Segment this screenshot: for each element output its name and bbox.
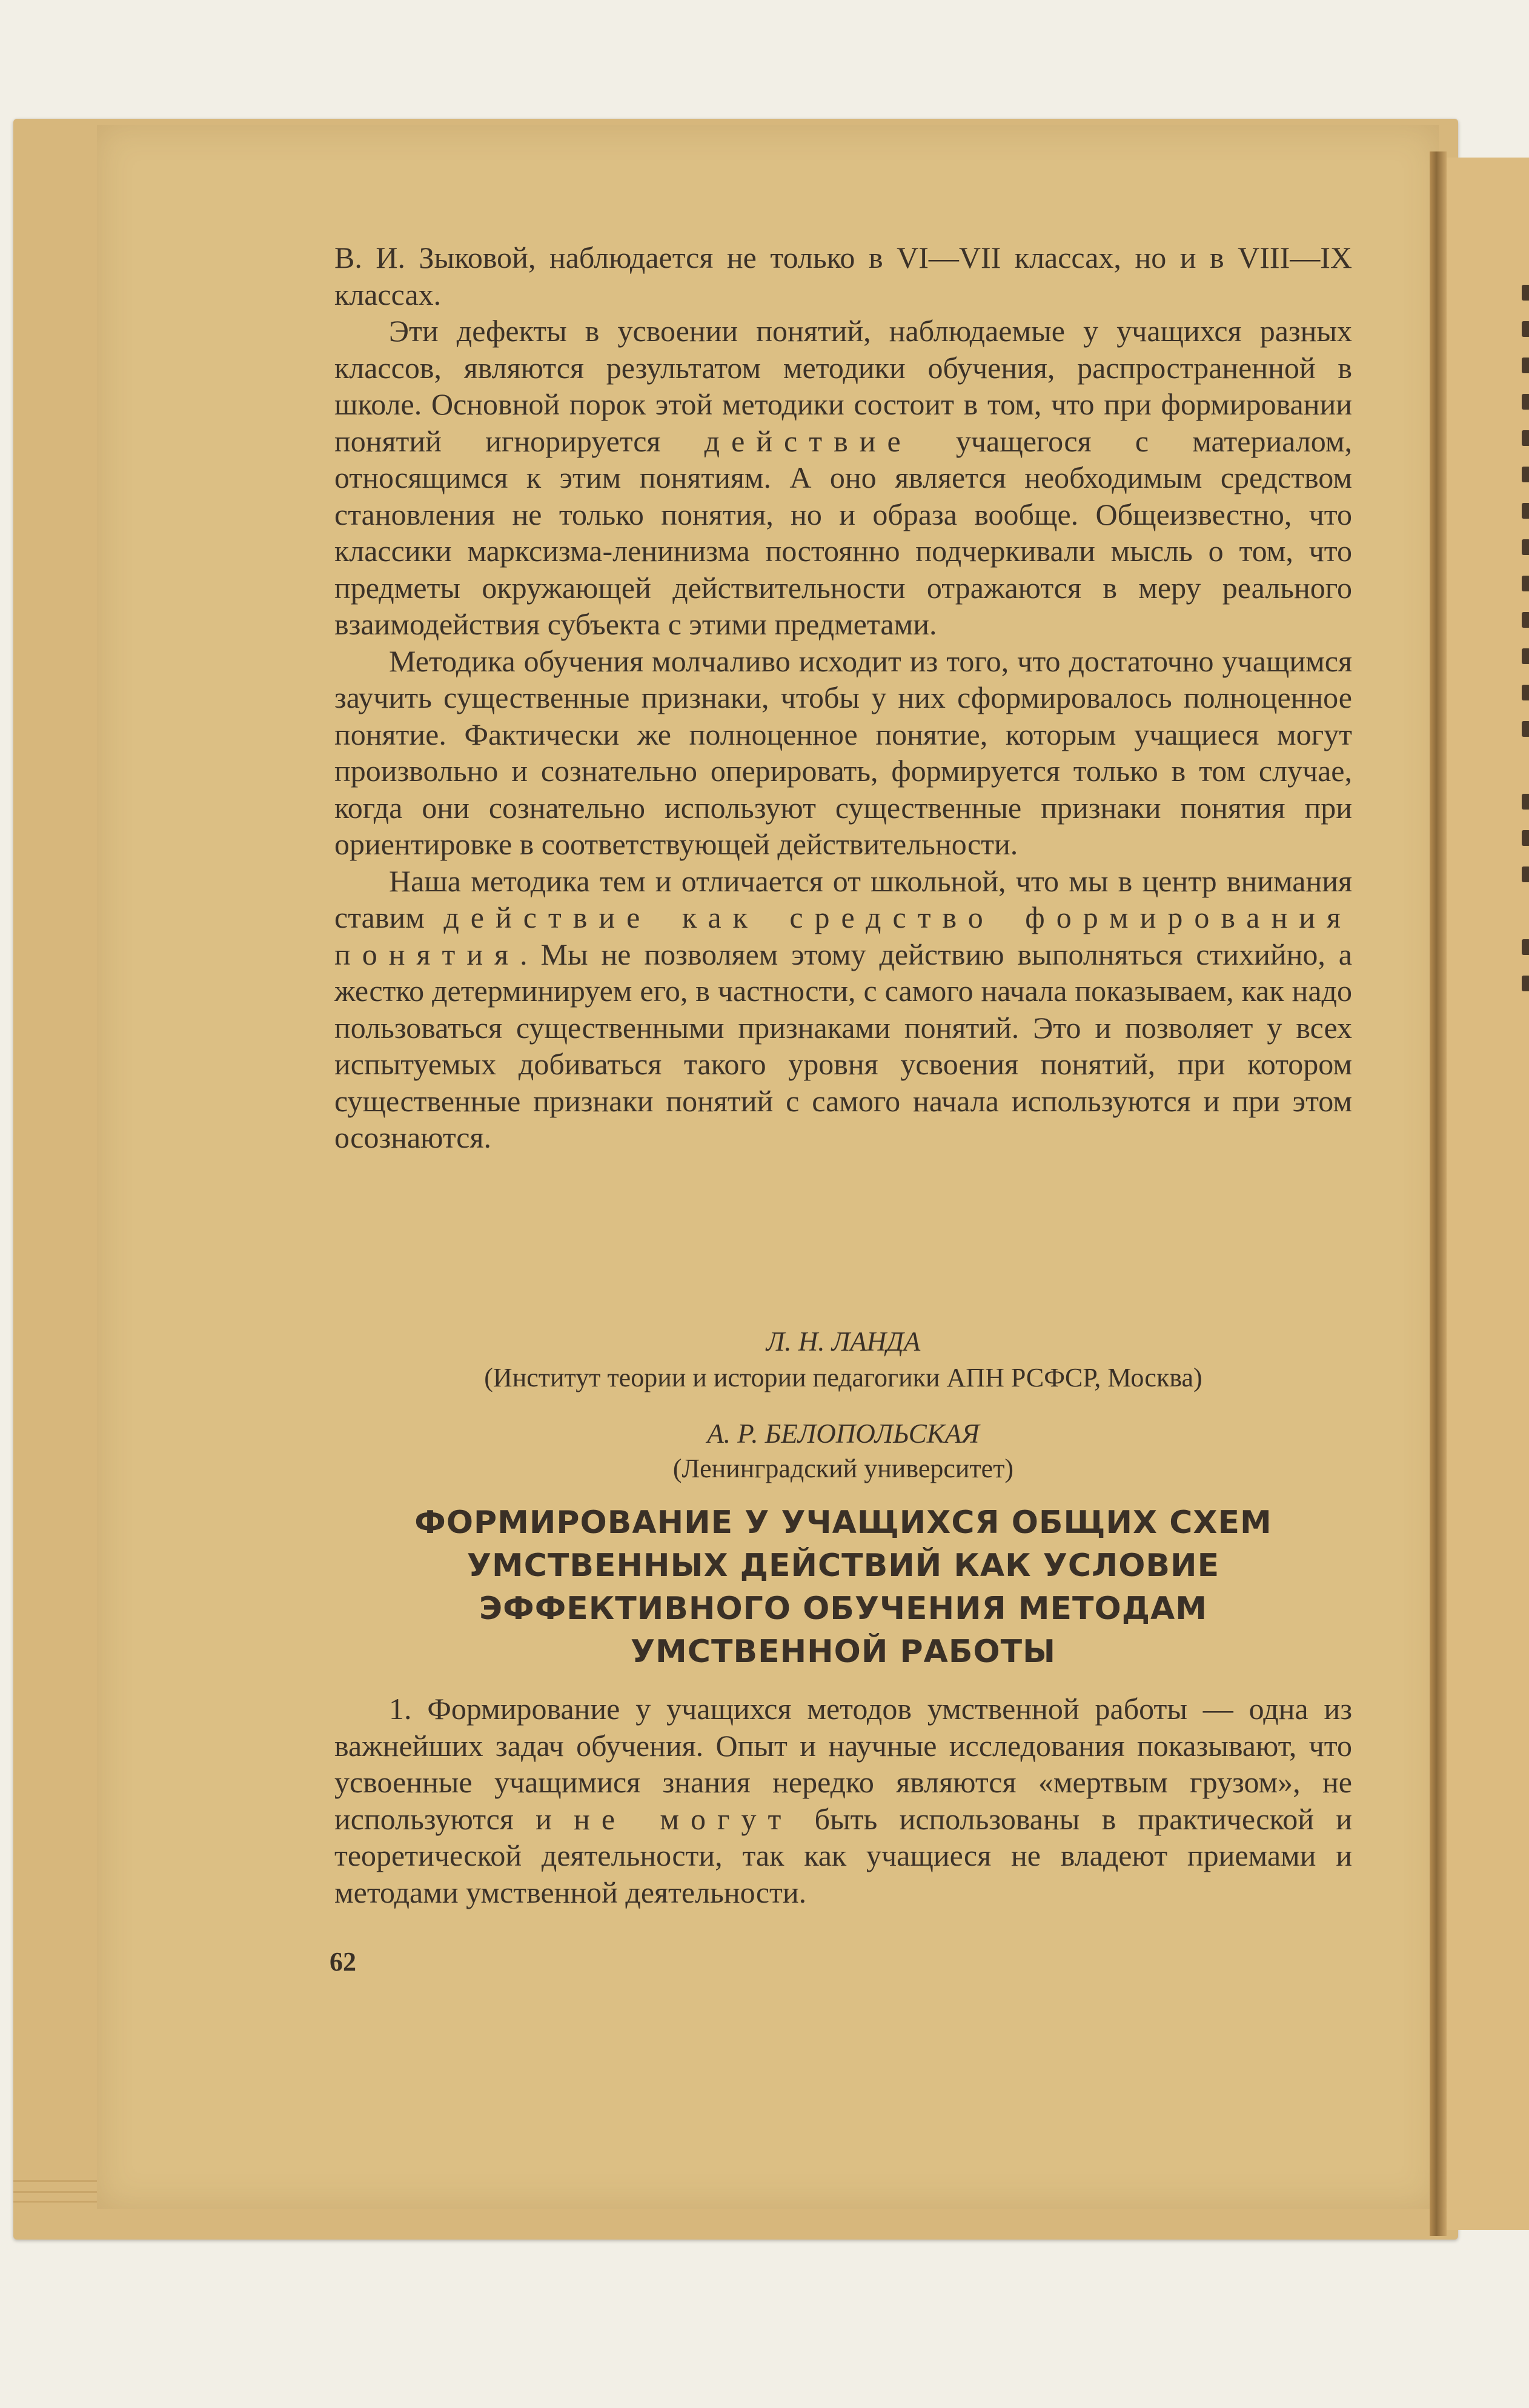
- spaced-emphasis: действие как средство формирования понятия: [334, 900, 1352, 971]
- paragraph-3: Методика обучения молчаливо исходит из того, что достаточно учащимся заучить существенные признаки, чтобы у них сформировалось полноценное понятие. Фактически же полноценное понятие, которым учащиеся могут произвольно и сознательно оперировать, формируется только в том случае, когда они сознательно используют существенные признаки понятия при ориентировке в соответствующей действительности.: [334, 644, 1352, 861]
- author-affiliation: (Институт теории и истории педагогики АПН РСФСР, Москва): [484, 1363, 1202, 1392]
- title-line: УМСТВЕННОЙ РАБОТЫ: [630, 1634, 1056, 1670]
- author-affiliation: (Ленинградский университет): [672, 1454, 1014, 1483]
- book-spine: [1430, 151, 1447, 2236]
- title-line: ЭФФЕКТИВНОГО ОБУЧЕНИЯ МЕТОДАМ: [479, 1591, 1208, 1627]
- article-paragraph-1: 1. Формирование у учащихся методов умственной работы — одна из важнейших задач обучения. Опыт и научные исследования показывают, что усвоенные учащимися знания нередко являются «мертвым грузом», не используются и не могут быть использованы в практической и теоретической деятельности, так как учащиеся не владеют приемами и методами умственной деятельности.: [334, 1692, 1352, 1909]
- author-name: А. Р. БЕЛОПОЛЬСКАЯ: [707, 1419, 980, 1449]
- title-line: УМСТВЕННЫХ ДЕЙСТВИЙ КАК УСЛОВИЕ: [466, 1548, 1220, 1584]
- article-title: [334, 1502, 1352, 1674]
- spaced-emphasis: действие: [704, 424, 912, 458]
- article-body: [334, 1691, 1352, 1911]
- title-line: ФОРМИРОВАНИЕ У УЧАЩИХСЯ ОБЩИХ СХЕМ: [414, 1505, 1272, 1541]
- spaced-emphasis: не могут: [574, 1801, 793, 1836]
- body-text: [334, 239, 1352, 1156]
- paragraph-4: Наша методика тем и отличается от школьной, что мы в центр внимания ставим действие как средство формирования понятия. Мы не позволяем этому действию выполняться стихийно, а жестко детерминируем его, в частности, с самого начала показываем, как надо пользоваться существенными признаками понятий. Это и позволяет у всех испытуемых добиваться такого уровня усвоения понятий, при котором существенные признаки понятий с самого начала используются и при этом осознаются.: [334, 863, 1352, 1154]
- page-number: 62: [330, 1947, 356, 1977]
- facing-page-edge: [1447, 158, 1529, 2230]
- author-name: Л. Н. ЛАНДА: [766, 1326, 921, 1357]
- paragraph-2: Эти дефекты в усвоении понятий, наблюдаемые у учащихся разных классов, являются результатом методики обучения, распространенной в школе. Основной порок этой методики состоит в том, что при формировании понятий игнорируется действие учащегося с материалом, относящимся к этим понятиям. А оно является необходимым средством становления не только понятия, но и образа вообще. Общеизвестно, что классики марксизма-ленинизма постоянно подчеркивали мысль о том, что предметы окружающей действительности отражаются в меру реального взаимодействия субъекта с этими предметами.: [334, 314, 1352, 641]
- paragraph-1: В. И. Зыковой, наблюдается не только в VI—VII классах, но и в VIII—IX классах.: [334, 241, 1352, 311]
